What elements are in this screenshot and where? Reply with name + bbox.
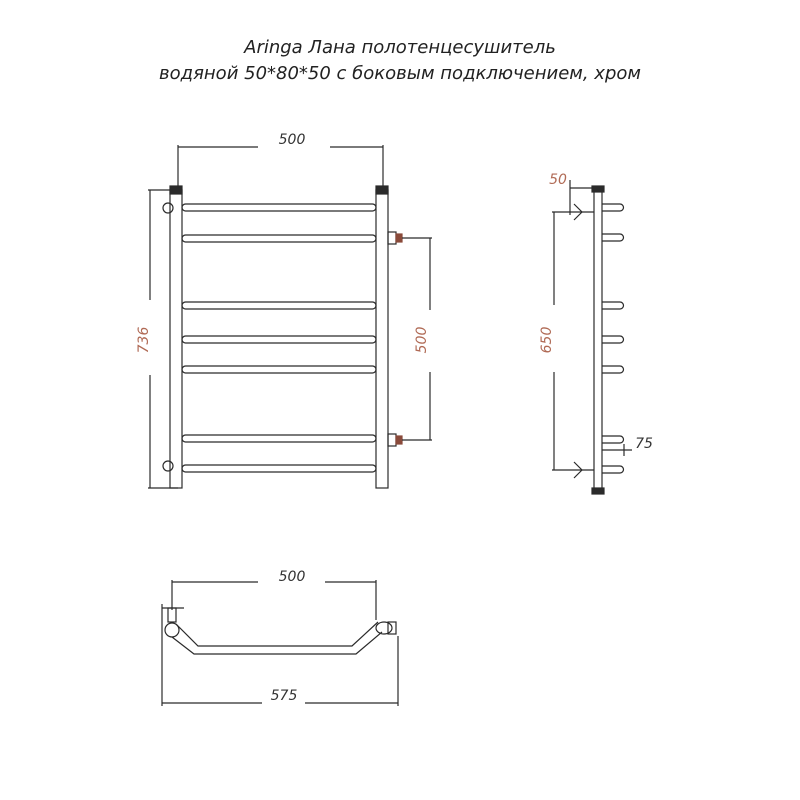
front-rung [182, 302, 376, 309]
front-width-label: 500 [278, 132, 306, 148]
side-rung [602, 436, 624, 443]
front-rung [182, 336, 376, 343]
front-connector-bottom-fitting [396, 436, 402, 444]
front-mount-top-left [163, 203, 173, 213]
top-rail-outer [176, 622, 378, 646]
front-right-riser-cap [376, 186, 388, 194]
side-rung [602, 336, 624, 343]
product-title-line-2: водяной 50*80*50 с боковым подключением, хром [159, 63, 641, 84]
side-riser [594, 190, 602, 490]
side-offset-label: 50 [549, 172, 567, 188]
top-mount-post [168, 608, 176, 622]
side-depth-label: 75 [635, 436, 653, 452]
side-height-label: 650 [539, 326, 555, 354]
front-left-riser [170, 190, 182, 488]
side-rung [602, 234, 624, 241]
side-rung [602, 204, 624, 211]
front-rung [182, 366, 376, 373]
front-mount-bottom-left [163, 461, 173, 471]
side-rung [602, 302, 624, 309]
side-rung [602, 366, 624, 373]
front-rung [182, 235, 376, 242]
front-right-riser [376, 190, 388, 488]
front-connector-top-fitting [396, 234, 402, 242]
front-rung [182, 435, 376, 442]
side-rung [602, 466, 624, 473]
product-title-line-1: Aringa Лана полотенцесушитель [244, 37, 556, 58]
side-view [552, 180, 632, 494]
front-height-label: 736 [136, 326, 152, 354]
front-view [148, 145, 432, 488]
top-rail-inner [172, 632, 382, 654]
front-connector-top [388, 232, 396, 244]
top-right-joint [376, 622, 392, 634]
front-rung [182, 465, 376, 472]
front-connection-label: 500 [414, 326, 430, 354]
top-outer-width-label: 575 [270, 688, 298, 704]
front-left-riser-cap [170, 186, 182, 194]
side-riser-cap-bottom [592, 488, 604, 494]
side-riser-cap-top [592, 186, 604, 192]
front-rung [182, 204, 376, 211]
top-inner-width-label: 500 [278, 569, 306, 585]
front-connector-bottom [388, 434, 396, 446]
